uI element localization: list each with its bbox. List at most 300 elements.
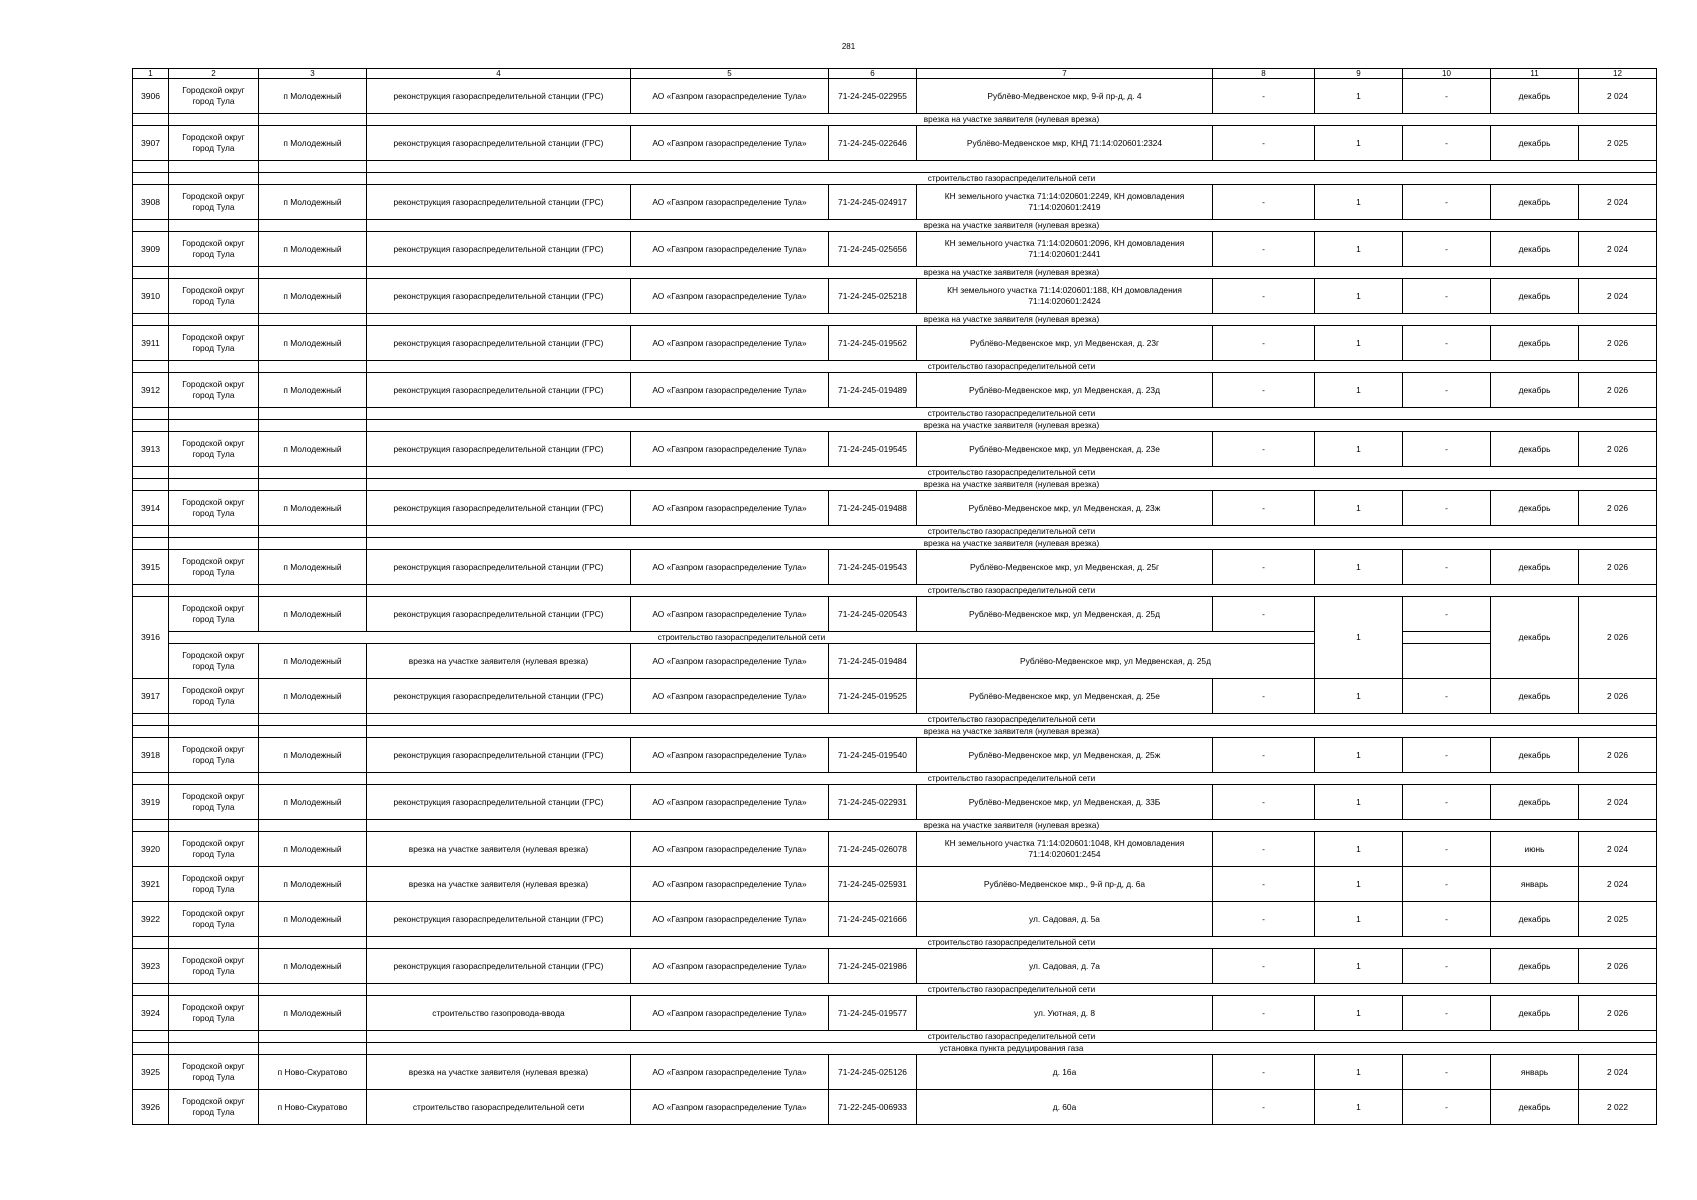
sub-work-label: установка пункта редуцирования газа (367, 1043, 1657, 1055)
organization-cell: АО «Газпром газораспределение Тула» (631, 79, 829, 114)
col-10-cell: - (1403, 1090, 1491, 1125)
work-type-cell: реконструкция газораспределительной станции (ГРС) (367, 738, 631, 773)
organization-cell: АО «Газпром газораспределение Тула» (631, 597, 829, 632)
address-cell: КН земельного участка 71:14:020601:2096, КН домовладения 71:14:020601:2441 (917, 232, 1213, 267)
empty-cell (259, 479, 367, 491)
month-cell: декабрь (1491, 126, 1579, 161)
settlement-cell: п Молодежный (259, 644, 367, 679)
empty-cell (133, 714, 169, 726)
empty-cell (259, 773, 367, 785)
empty-cell (259, 1043, 367, 1055)
col-8-cell: - (1213, 550, 1315, 585)
sub-work-row (133, 1031, 1657, 1043)
empty-cell (169, 773, 259, 785)
organization-cell: АО «Газпром газораспределение Тула» (631, 1055, 829, 1090)
col-9-cell: 1 (1315, 832, 1403, 867)
address-cell: Рублёво-Медвенское мкр, ул Медвенская, д. 23ж (917, 491, 1213, 526)
sub-work-label: строительство газораспределительной сети (367, 714, 1657, 726)
col-9-cell: 1 (1315, 491, 1403, 526)
settlement-cell: п Молодежный (259, 902, 367, 937)
settlement-cell: п Молодежный (259, 185, 367, 220)
address-cell: Рублёво-Медвенское мкр, КНД 71:14:020601:2324 (917, 126, 1213, 161)
col-9-cell: 1 (1315, 279, 1403, 314)
application-number-cell: 71-24-245-025126 (829, 1055, 917, 1090)
address-cell: д. 16а (917, 1055, 1213, 1090)
col-10-cell: - (1403, 79, 1491, 114)
organization-cell: АО «Газпром газораспределение Тула» (631, 996, 829, 1031)
municipality-cell: Городской округ город Тула (169, 232, 259, 267)
application-number-cell: 71-24-245-025931 (829, 867, 917, 902)
row-number-cell: 3922 (133, 902, 169, 937)
year-cell: 2 026 (1579, 597, 1657, 679)
header-cell-10: 10 (1403, 69, 1491, 79)
year-cell: 2 026 (1579, 550, 1657, 585)
col-8-cell: - (1213, 949, 1315, 984)
empty-cell (133, 585, 169, 597)
empty-cell (259, 408, 367, 420)
col-10-cell: - (1403, 738, 1491, 773)
address-cell: д. 60а (917, 1090, 1213, 1125)
address-cell: Рублёво-Медвенское мкр, ул Медвенская, д. 25д (917, 644, 1315, 679)
header-cell-5: 5 (631, 69, 829, 79)
year-cell: 2 025 (1579, 126, 1657, 161)
organization-cell: АО «Газпром газораспределение Тула» (631, 1090, 829, 1125)
empty-cell (169, 984, 259, 996)
sub-work-row (133, 408, 1657, 420)
application-number-cell: 71-24-245-019545 (829, 432, 917, 467)
organization-cell: АО «Газпром газораспределение Тула» (631, 644, 829, 679)
year-cell: 2 024 (1579, 1055, 1657, 1090)
empty-cell (133, 408, 169, 420)
application-number-cell: 71-24-245-020543 (829, 597, 917, 632)
settlement-cell: п Молодежный (259, 491, 367, 526)
address-cell: КН земельного участка 71:14:020601:1048, КН домовладения 71:14:020601:2454 (917, 832, 1213, 867)
row-number-cell: 3908 (133, 185, 169, 220)
sub-work-row (133, 714, 1657, 726)
empty-cell (169, 314, 259, 326)
empty-cell (259, 267, 367, 279)
col-10-cell: - (1403, 1055, 1491, 1090)
empty-cell (169, 820, 259, 832)
col-9-cell: 1 (1315, 785, 1403, 820)
col-9-cell: 1 (1315, 679, 1403, 714)
header-cell-6: 6 (829, 69, 917, 79)
year-cell: 2 026 (1579, 996, 1657, 1031)
sub-work-label: строительство газораспределительной сети (367, 585, 1657, 597)
col-10-cell: - (1403, 126, 1491, 161)
organization-cell: АО «Газпром газораспределение Тула» (631, 867, 829, 902)
table-row (133, 996, 1657, 1031)
month-cell: декабрь (1491, 279, 1579, 314)
table-header-row (133, 69, 1657, 79)
application-number-cell: 71-24-245-024917 (829, 185, 917, 220)
settlement-cell: п Молодежный (259, 785, 367, 820)
row-number-cell: 3906 (133, 79, 169, 114)
header-cell-12: 12 (1579, 69, 1657, 79)
empty-cell (133, 526, 169, 538)
row-number-cell: 3919 (133, 785, 169, 820)
address-cell: Рублёво-Медвенское мкр, ул Медвенская, д. 25ж (917, 738, 1213, 773)
empty-cell (259, 937, 367, 949)
work-type-cell: реконструкция газораспределительной станции (ГРС) (367, 232, 631, 267)
work-type-cell: реконструкция газораспределительной станции (ГРС) (367, 491, 631, 526)
organization-cell: АО «Газпром газораспределение Тула» (631, 550, 829, 585)
year-cell: 2 026 (1579, 326, 1657, 361)
organization-cell: АО «Газпром газораспределение Тула» (631, 326, 829, 361)
municipality-cell: Городской округ город Тула (169, 126, 259, 161)
col-8-cell: - (1213, 996, 1315, 1031)
month-cell: декабрь (1491, 785, 1579, 820)
col-8-cell: - (1213, 738, 1315, 773)
work-type-cell: строительство газораспределительной сети (367, 1090, 631, 1125)
organization-cell: АО «Газпром газораспределение Тула» (631, 432, 829, 467)
work-type-cell: реконструкция газораспределительной станции (ГРС) (367, 949, 631, 984)
address-cell: ул. Садовая, д. 7а (917, 949, 1213, 984)
table-row (133, 326, 1657, 361)
municipality-cell: Городской округ город Тула (169, 491, 259, 526)
municipality-cell: Городской округ город Тула (169, 326, 259, 361)
table-row (133, 491, 1657, 526)
sub-work-row (133, 314, 1657, 326)
work-type-cell: реконструкция газораспределительной станции (ГРС) (367, 679, 631, 714)
col-10-cell: - (1403, 550, 1491, 585)
empty-cell (133, 267, 169, 279)
empty-cell (133, 161, 169, 173)
header-cell-7: 7 (917, 69, 1213, 79)
sub-work-label: врезка на участке заявителя (нулевая врезка) (367, 420, 1657, 432)
col-9-cell: 1 (1315, 432, 1403, 467)
empty-cell (169, 114, 259, 126)
empty-cell (169, 161, 259, 173)
address-cell: Рублёво-Медвенское мкр, ул Медвенская, д. 23г (917, 326, 1213, 361)
application-number-cell: 71-24-245-022646 (829, 126, 917, 161)
municipality-cell: Городской округ город Тула (169, 679, 259, 714)
empty-cell (169, 467, 259, 479)
sub-work-label: врезка на участке заявителя (нулевая врезка) (367, 820, 1657, 832)
empty-cell (259, 1031, 367, 1043)
empty-cell (169, 714, 259, 726)
organization-cell: АО «Газпром газораспределение Тула» (631, 185, 829, 220)
col-8-cell: - (1213, 373, 1315, 408)
row-number-cell: 3911 (133, 326, 169, 361)
sub-work-row (133, 467, 1657, 479)
col-8-cell: - (1213, 185, 1315, 220)
empty-cell (169, 726, 259, 738)
row-number-cell: 3924 (133, 996, 169, 1031)
empty-cell (133, 220, 169, 232)
application-number-cell: 71-24-245-019562 (829, 326, 917, 361)
empty-cell (367, 161, 1657, 173)
year-cell: 2 024 (1579, 279, 1657, 314)
municipality-cell: Городской округ город Тула (169, 597, 259, 632)
empty-cell (169, 408, 259, 420)
col-9-cell: 1 (1315, 126, 1403, 161)
empty-cell (133, 1043, 169, 1055)
empty-cell (133, 467, 169, 479)
row-number-cell: 3917 (133, 679, 169, 714)
municipality-cell: Городской округ город Тула (169, 832, 259, 867)
organization-cell: АО «Газпром газораспределение Тула» (631, 832, 829, 867)
col-10-cell: - (1403, 491, 1491, 526)
municipality-cell: Городской округ город Тула (169, 1090, 259, 1125)
organization-cell: АО «Газпром газораспределение Тула» (631, 232, 829, 267)
header-cell-9: 9 (1315, 69, 1403, 79)
month-cell: декабрь (1491, 949, 1579, 984)
sub-work-label: строительство газораспределительной сети (367, 467, 1657, 479)
year-cell: 2 026 (1579, 949, 1657, 984)
organization-cell: АО «Газпром газораспределение Тула» (631, 902, 829, 937)
table-row (133, 597, 1657, 632)
year-cell: 2 024 (1579, 832, 1657, 867)
table-row (133, 1090, 1657, 1125)
col-10-cell: - (1403, 785, 1491, 820)
organization-cell: АО «Газпром газораспределение Тула» (631, 373, 829, 408)
month-cell: январь (1491, 1055, 1579, 1090)
row-number-cell: 3914 (133, 491, 169, 526)
empty-cell (169, 1043, 259, 1055)
month-cell: декабрь (1491, 550, 1579, 585)
col-8-cell: - (1213, 279, 1315, 314)
empty-cell (133, 314, 169, 326)
month-cell: декабрь (1491, 232, 1579, 267)
work-type-cell: врезка на участке заявителя (нулевая врезка) (367, 832, 631, 867)
year-cell: 2 026 (1579, 679, 1657, 714)
sub-work-row (133, 479, 1657, 491)
col-10-cell: - (1403, 867, 1491, 902)
application-number-cell: 71-24-245-019543 (829, 550, 917, 585)
empty-cell (259, 361, 367, 373)
year-cell: 2 026 (1579, 432, 1657, 467)
address-cell: КН земельного участка 71:14:020601:188, КН домовладения 71:14:020601:2424 (917, 279, 1213, 314)
col-10-cell: - (1403, 597, 1491, 632)
col-10-cell: - (1403, 326, 1491, 361)
page-number: 281 (841, 42, 856, 51)
year-cell: 2 024 (1579, 79, 1657, 114)
work-type-cell: реконструкция газораспределительной станции (ГРС) (367, 185, 631, 220)
organization-cell: АО «Газпром газораспределение Тула» (631, 279, 829, 314)
empty-cell (259, 420, 367, 432)
sub-work-row (133, 632, 1657, 644)
row-number-cell: 3920 (133, 832, 169, 867)
col-8-cell: - (1213, 679, 1315, 714)
data-table (132, 68, 1657, 1125)
col-10-cell (1403, 644, 1491, 679)
col-8-cell: - (1213, 832, 1315, 867)
work-type-cell: реконструкция газораспределительной станции (ГРС) (367, 279, 631, 314)
table-row (133, 373, 1657, 408)
col-8-cell: - (1213, 902, 1315, 937)
header-cell-1: 1 (133, 69, 169, 79)
work-type-cell: реконструкция газораспределительной станции (ГРС) (367, 373, 631, 408)
municipality-cell: Городской округ город Тула (169, 867, 259, 902)
month-cell: декабрь (1491, 597, 1579, 679)
col-10-cell: - (1403, 996, 1491, 1031)
address-cell: Рублёво-Медвенское мкр, ул Медвенская, д. 23е (917, 432, 1213, 467)
empty-cell (133, 173, 169, 185)
empty-cell (169, 173, 259, 185)
year-cell: 2 024 (1579, 785, 1657, 820)
settlement-cell: п Молодежный (259, 432, 367, 467)
sub-work-row (133, 114, 1657, 126)
row-number-cell: 3925 (133, 1055, 169, 1090)
empty-cell (169, 420, 259, 432)
col-9-cell: 1 (1315, 738, 1403, 773)
empty-cell (133, 820, 169, 832)
col-9-cell: 1 (1315, 949, 1403, 984)
month-cell: декабрь (1491, 326, 1579, 361)
col-10-cell: - (1403, 949, 1491, 984)
month-cell: декабрь (1491, 738, 1579, 773)
settlement-cell: п Молодежный (259, 126, 367, 161)
empty-cell (133, 114, 169, 126)
table-row (133, 1055, 1657, 1090)
col-8-cell: - (1213, 785, 1315, 820)
table-row (133, 279, 1657, 314)
empty-cell (133, 538, 169, 550)
col-9-cell: 1 (1315, 597, 1403, 679)
col-8-cell: - (1213, 1090, 1315, 1125)
table-row (133, 902, 1657, 937)
sub-work-row (133, 220, 1657, 232)
col-10-cell: - (1403, 185, 1491, 220)
sub-work-row (133, 361, 1657, 373)
col-10-cell: - (1403, 232, 1491, 267)
year-cell: 2 022 (1579, 1090, 1657, 1125)
empty-cell (133, 361, 169, 373)
row-number-cell: 3921 (133, 867, 169, 902)
application-number-cell: 71-24-245-019489 (829, 373, 917, 408)
empty-cell (259, 820, 367, 832)
col-8-cell: - (1213, 597, 1315, 632)
table-row (133, 185, 1657, 220)
col-8-cell: - (1213, 1055, 1315, 1090)
empty-row (133, 161, 1657, 173)
empty-cell (259, 538, 367, 550)
year-cell: 2 024 (1579, 867, 1657, 902)
address-cell: ул. Садовая, д. 5а (917, 902, 1213, 937)
application-number-cell: 71-24-245-025218 (829, 279, 917, 314)
year-cell: 2 026 (1579, 491, 1657, 526)
settlement-cell: п Молодежный (259, 832, 367, 867)
settlement-cell: п Молодежный (259, 232, 367, 267)
sub-work-label: строительство газораспределительной сети (367, 984, 1657, 996)
settlement-cell: п Молодежный (259, 996, 367, 1031)
address-cell: Рублёво-Медвенское мкр, ул Медвенская, д. 25е (917, 679, 1213, 714)
empty-cell (259, 161, 367, 173)
col-10-cell: - (1403, 679, 1491, 714)
sub-work-label: строительство газораспределительной сети (367, 526, 1657, 538)
empty-cell (169, 267, 259, 279)
empty-cell (169, 585, 259, 597)
application-number-cell: 71-24-245-021986 (829, 949, 917, 984)
sub-work-row (133, 173, 1657, 185)
organization-cell: АО «Газпром газораспределение Тула» (631, 738, 829, 773)
sub-work-row (133, 420, 1657, 432)
work-type-cell: реконструкция газораспределительной станции (ГРС) (367, 326, 631, 361)
settlement-cell: п Молодежный (259, 867, 367, 902)
work-type-cell: реконструкция газораспределительной станции (ГРС) (367, 79, 631, 114)
row-number-cell: 3907 (133, 126, 169, 161)
sub-work-label: врезка на участке заявителя (нулевая врезка) (367, 267, 1657, 279)
application-number-cell: 71-24-245-019488 (829, 491, 917, 526)
empty-cell (133, 726, 169, 738)
application-number-cell: 71-24-245-019577 (829, 996, 917, 1031)
month-cell: декабрь (1491, 491, 1579, 526)
settlement-cell: п Ново-Скуратово (259, 1055, 367, 1090)
month-cell: декабрь (1491, 902, 1579, 937)
table-row (133, 738, 1657, 773)
work-type-cell: реконструкция газораспределительной станции (ГРС) (367, 785, 631, 820)
sub-work-label: строительство газораспределительной сети (169, 632, 1315, 644)
settlement-cell: п Молодежный (259, 738, 367, 773)
col-9-cell: 1 (1315, 902, 1403, 937)
table-row (133, 785, 1657, 820)
row-number-cell: 3916 (133, 597, 169, 679)
municipality-cell: Городской округ город Тула (169, 738, 259, 773)
municipality-cell: Городской округ город Тула (169, 644, 259, 679)
sub-work-row (133, 526, 1657, 538)
col-9-cell: 1 (1315, 1055, 1403, 1090)
month-cell: декабрь (1491, 679, 1579, 714)
month-cell: январь (1491, 867, 1579, 902)
sub-work-label: строительство газораспределительной сети (367, 408, 1657, 420)
work-type-cell: реконструкция газораспределительной станции (ГРС) (367, 902, 631, 937)
address-cell: Рублёво-Медвенское мкр, ул Медвенская, д. 23д (917, 373, 1213, 408)
address-cell: Рублёво-Медвенское мкр, 9-й пр-д, д. 4 (917, 79, 1213, 114)
year-cell: 2 026 (1579, 373, 1657, 408)
empty-cell (133, 937, 169, 949)
application-number-cell: 71-24-245-019540 (829, 738, 917, 773)
col-10-cell (1403, 632, 1491, 644)
empty-cell (169, 526, 259, 538)
sub-work-label: строительство газораспределительной сети (367, 773, 1657, 785)
sub-work-row (133, 585, 1657, 597)
work-type-cell: реконструкция газораспределительной станции (ГРС) (367, 126, 631, 161)
address-cell: Рублёво-Медвенское мкр, ул Медвенская, д. 25д (917, 597, 1213, 632)
empty-cell (133, 984, 169, 996)
sub-work-label: строительство газораспределительной сети (367, 173, 1657, 185)
sub-work-row (133, 538, 1657, 550)
municipality-cell: Городской округ город Тула (169, 279, 259, 314)
year-cell: 2 025 (1579, 902, 1657, 937)
empty-cell (259, 714, 367, 726)
col-9-cell: 1 (1315, 1090, 1403, 1125)
table-row (133, 867, 1657, 902)
settlement-cell: п Молодежный (259, 373, 367, 408)
municipality-cell: Городской округ город Тула (169, 550, 259, 585)
settlement-cell: п Молодежный (259, 326, 367, 361)
header-cell-8: 8 (1213, 69, 1315, 79)
organization-cell: АО «Газпром газораспределение Тула» (631, 126, 829, 161)
application-number-cell: 71-24-245-019484 (829, 644, 917, 679)
empty-cell (169, 361, 259, 373)
empty-cell (259, 114, 367, 126)
address-cell: Рублёво-Медвенское мкр., 9-й пр-д, д. 6а (917, 867, 1213, 902)
settlement-cell: п Молодежный (259, 79, 367, 114)
work-type-cell: реконструкция газораспределительной станции (ГРС) (367, 432, 631, 467)
year-cell: 2 026 (1579, 738, 1657, 773)
application-number-cell: 71-24-245-026078 (829, 832, 917, 867)
col-9-cell: 1 (1315, 185, 1403, 220)
row-number-cell: 3926 (133, 1090, 169, 1125)
sub-work-row (133, 820, 1657, 832)
month-cell: декабрь (1491, 79, 1579, 114)
sub-work-label: строительство газораспределительной сети (367, 1031, 1657, 1043)
application-number-cell: 71-22-245-006933 (829, 1090, 917, 1125)
empty-cell (259, 467, 367, 479)
sub-work-row (133, 1043, 1657, 1055)
table-row (133, 550, 1657, 585)
